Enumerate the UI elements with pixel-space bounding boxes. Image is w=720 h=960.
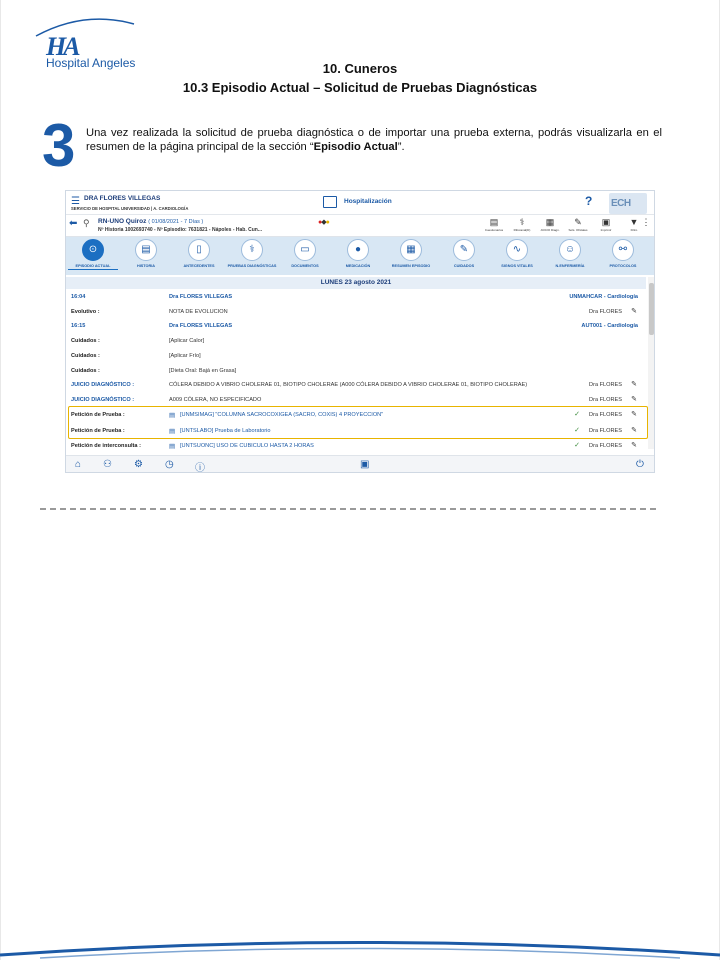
clipboard-icon: ▯ — [188, 239, 210, 261]
date-heading: LUNES 23 agosto 2021 — [66, 277, 646, 289]
bottom-toolbar — [66, 455, 655, 473]
scrollbar[interactable] — [648, 277, 655, 449]
more-tool[interactable] — [641, 217, 651, 228]
patient-name[interactable]: RN-UNO Quiroz ( 01/08/2021 - 7 Días ) — [98, 218, 204, 225]
toolbar — [481, 217, 653, 237]
step-number: 3 — [42, 112, 76, 179]
section-label[interactable]: Hospitalización — [344, 198, 392, 205]
edit-pencil-icon[interactable]: ✎ — [631, 308, 637, 315]
summary-icon: ▦ — [400, 239, 422, 261]
nav-resumen-episodio[interactable]: ▦ RESUMEN EPISODIO — [386, 239, 436, 268]
nav-enfermeria[interactable]: ☺ N.ENFERMERÍA — [545, 239, 595, 268]
hamburger-menu-icon[interactable]: ☰ — [71, 196, 80, 207]
document-icon: ▤ — [169, 412, 176, 419]
ech-badge-text: ECH — [611, 198, 631, 209]
care-icon: ✎ — [453, 239, 475, 261]
check-icon[interactable]: ✓ — [574, 427, 580, 434]
nav-documentos[interactable]: ▭ DOCUMENTOS — [280, 239, 330, 268]
document-icon: ▤ — [169, 443, 176, 450]
vitals-icon: ∿ — [506, 239, 528, 261]
edit-pencil-icon[interactable]: ✎ — [631, 396, 637, 403]
subsection-title: 10.3 Episodio Actual – Solicitud de Pruebas Diagnósticas — [182, 80, 538, 95]
filter-tool[interactable]: ▼ Filtro — [621, 217, 647, 232]
section-title: 10. Cuneros — [322, 61, 398, 76]
nav-episodio-actual[interactable]: ⊙ EPISODIO ACTUAL — [68, 239, 118, 270]
nav-pruebas-diagnosticas[interactable]: ⚕ PRUEBAS DIAGNÓSTICAS — [227, 239, 277, 268]
caduceus-icon: ⚕ — [519, 217, 525, 227]
table-row: Petición de Prueba : ▤ [UNTSLABO] Prueba de Laboratorio ✓ Dra FLORES ✎ — [71, 427, 637, 435]
dashed-separator — [40, 508, 656, 510]
app-header — [66, 191, 655, 215]
table-row: Evolutivo : NOTA DE EVOLUCION Dra FLORES ✎ — [71, 308, 637, 315]
binoculars-icon[interactable]: ⚇ — [103, 459, 112, 470]
nav-cuidados[interactable]: ✎ CUIDADOS — [439, 239, 489, 268]
archive-icon[interactable]: ▣ — [360, 459, 370, 470]
back-arrow-icon[interactable]: ⬅ — [69, 218, 78, 229]
nav-signos-vitales[interactable]: ∿ SIGNOS VITALES — [492, 239, 542, 268]
table-row: JUICIO DIAGNÓSTICO : CÓLERA DEBIDO A VIBRIO CHOLERAE 01, BIOTIPO CHOLERAE (A000 CÓLERA DEBIDO A VIBRIO CHOLERAE 01, BIOTIPO CHOLERAE) Dra FLORES ✎ — [71, 381, 637, 388]
hospital-building-icon — [323, 196, 337, 208]
ech-badge — [609, 193, 647, 214]
printer-icon: ▣ — [601, 217, 611, 227]
help-icon[interactable]: ? — [585, 194, 593, 208]
document-icon: ▭ — [294, 239, 316, 261]
logo-text: Hospital Angeles — [46, 56, 136, 70]
edit-pencil-icon[interactable]: ✎ — [631, 381, 637, 388]
patient-bar — [66, 215, 655, 237]
table-row: 16:04 Dra FLORES VILLEGAS UNMAHCAR - Cardiología — [71, 294, 638, 300]
table-row: Cuidados : [Dieta Oral: Bajá en Grasa] — [71, 368, 237, 374]
footer-wave-icon — [0, 925, 720, 960]
step-emphasis: Episodio Actual — [313, 141, 398, 153]
nav-antecedentes[interactable]: ▯ ANTECEDENTES — [174, 239, 224, 268]
report-icon: ▦ — [545, 217, 555, 227]
nav-protocolos[interactable]: ⚯ PROTOCOLOS — [598, 239, 648, 268]
clock-icon[interactable]: ◷ — [165, 459, 174, 470]
gear-icon[interactable]: ⚙ — [134, 459, 143, 470]
logo-mark: HA — [46, 32, 78, 61]
info-icon[interactable]: ⓘ — [195, 463, 205, 473]
table-row: Petición de Prueba : ▤ [UNMSIMAG] "COLUMNA SACROCOXIGEA (SACRO, COXIS) 4 PROYECCION" ✓ Dra FLORES ✎ — [71, 411, 637, 419]
service-name: SERVICIO DE HOSPITAL UNIVERSIDAD | A. CARDIOLOGÍA — [71, 206, 189, 211]
patient-meta: Nº Historia 1002693740 - Nº Episodio: 7631821 - Nápoles - Hab. Cun... — [98, 227, 262, 233]
document-icon: ▤ — [169, 428, 176, 435]
step-description: Una vez realizada la solicitud de prueba diagnóstica o de importar una prueba externa, podrás visualizarla en el resumen de la página principal de la sección “Episodio Actual”. — [86, 127, 662, 153]
check-icon[interactable]: ✓ — [574, 442, 580, 449]
check-icon[interactable]: ✓ — [574, 411, 580, 418]
official-requests-tool[interactable]: ✎ Sols. Oficiales — [565, 217, 591, 232]
scroll-thumb[interactable] — [649, 283, 654, 335]
section-nav — [66, 237, 655, 275]
test-requests-highlight — [68, 406, 648, 439]
questionnaire-icon: ▤ — [489, 217, 499, 227]
stethoscope-icon: ✎ — [574, 217, 582, 227]
diagnosis-tool[interactable]: ▦ JUICIO Diagn. — [537, 217, 563, 232]
nav-historia[interactable]: ▤ HISTORIA — [121, 239, 171, 268]
questionnaires-tool[interactable]: ▤ Cuestionarios — [481, 217, 507, 232]
more-vertical-icon: ⋮ — [641, 217, 651, 227]
power-icon[interactable]: ⏻ — [636, 459, 644, 470]
folder-icon: ▤ — [135, 239, 157, 261]
patient-dates: ( 01/08/2021 - 7 Días ) — [148, 219, 204, 225]
edit-pencil-icon[interactable]: ✎ — [631, 442, 637, 449]
doctor-name: DRA FLORES VILLEGAS — [84, 195, 161, 202]
nurse-icon: ☺ — [559, 239, 581, 261]
tests-icon: ⚕ — [241, 239, 263, 261]
edit-pencil-icon[interactable]: ✎ — [631, 411, 637, 418]
medication-icon: ● — [347, 239, 369, 261]
app-screenshot — [65, 190, 655, 473]
pin-icon[interactable]: ⚲ — [83, 218, 90, 228]
filter-icon: ▼ — [629, 217, 639, 227]
table-row: Petición de interconsulta : ▤ [UNTSUONC] USO DE CUBICULO HASTA 2 HORAS ✓ Dra FLORES ✎ — [71, 442, 637, 450]
rifocanal-tool[interactable]: ⚕ Rifocanal(D) — [509, 217, 535, 232]
episode-icon: ⊙ — [82, 239, 104, 261]
alert-icons: ●◆● — [318, 219, 329, 226]
protocols-icon: ⚯ — [612, 239, 634, 261]
edit-pencil-icon[interactable]: ✎ — [631, 427, 637, 434]
table-row: Cuidados : [Aplicar Frío] — [71, 353, 201, 359]
table-row: JUICIO DIAGNÓSTICO : A009 CÓLERA, NO ESPECIFICADO Dra FLORES ✎ — [71, 396, 637, 403]
home-icon[interactable]: ⌂ — [75, 459, 82, 470]
table-row: 16:15 Dra FLORES VILLEGAS AUT001 - Cardiología — [71, 323, 638, 329]
table-row: Cuidados : [Aplicar Calor] — [71, 338, 205, 344]
nav-medicacion[interactable]: ● MEDICACIÓN — [333, 239, 383, 268]
print-tool[interactable]: ▣ Imprimir — [593, 217, 619, 232]
